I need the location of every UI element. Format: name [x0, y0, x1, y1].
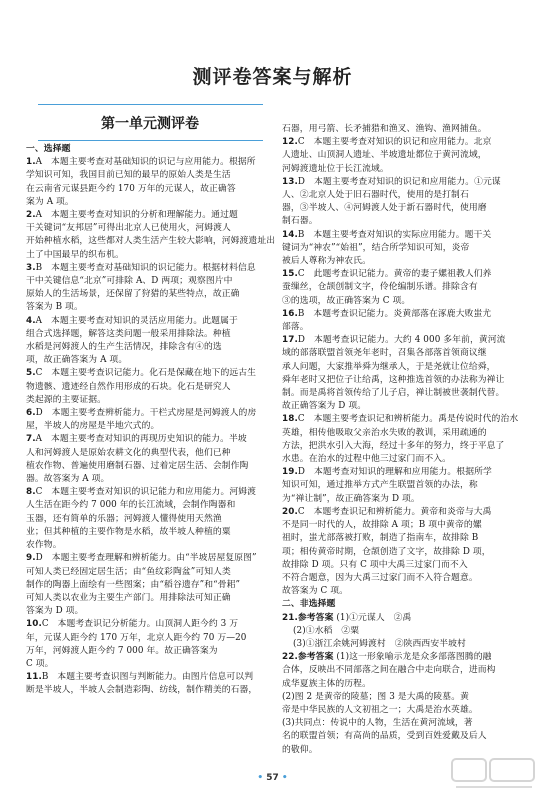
answer-line: 名的联盟首领；有高尚的品质，受到百姓爱戴及后人 — [282, 731, 487, 742]
answer-line: 器。故答案为 A 项。 — [26, 474, 110, 485]
answer-number: 1. — [26, 157, 36, 168]
answer-number: 18. — [282, 414, 298, 425]
answer-line: 键词为“神农”“始祖”，结合所学知识可知，炎帝 — [282, 242, 470, 253]
answer-line: 舜年老时又把位子让给禹，这种推选首领的办法称为禅让 — [282, 374, 505, 385]
left-answer-list — [26, 156, 276, 697]
answer-line: 断是半坡人，半坡人会制造彩陶、纺线，制作精美的石器， — [26, 685, 258, 696]
answer-line: B 本题主要考查对知识的实际应用能力。题干关 — [297, 229, 492, 240]
answer-line: 土了中国最早的织布机。 — [26, 249, 124, 260]
answer-line: 河姆渡遗址位于长江流域。 — [282, 163, 389, 174]
answer-item — [282, 308, 522, 334]
answer-number: 11. — [26, 672, 42, 683]
answer-item — [26, 367, 273, 407]
answer-line: C 项。 — [26, 658, 54, 669]
answer-line: 不是同一时代的人，故排除 A 项；B 项中黄帝的嫘 — [282, 520, 482, 531]
answer-line: C 本题主要考查对知识的识记能力和应用能力。河姆渡 — [35, 487, 257, 498]
answer-line: 制石器。 — [282, 216, 318, 227]
answer-item — [282, 413, 522, 466]
answer-line: 原始人的生活场景，还保留了狩猎的某些特点，故正确 — [26, 289, 240, 300]
answer-item — [26, 552, 273, 618]
answer-number: 2. — [26, 210, 36, 221]
answer-item — [26, 262, 273, 315]
watermark-logo — [448, 755, 538, 793]
answer-item — [26, 486, 273, 552]
answer-number: 21. — [282, 612, 298, 623]
answer-line: 被后人尊称为神农氏。 — [282, 256, 371, 267]
answer-line: 帝是中华民族的人文初祖之一；大禹是治水英雄。 — [282, 704, 478, 715]
answer-head: 参考答案 — [297, 612, 334, 623]
answer-line: 水患。在治水的过程中他三过家门而不入。 — [282, 454, 452, 465]
answer-line: 类起源的主要证据。 — [26, 394, 107, 405]
answer-number: 9. — [26, 553, 36, 564]
answer-line: 知识可知，通过推举方式产生联盟首领的办法，称 — [282, 480, 478, 491]
page-number-value: 57 — [266, 773, 279, 783]
title-rule-bottom — [38, 140, 263, 141]
answer-line: 开始种植水稻，这些都对人类生活产生较大影响，河姆渡遗址出 — [26, 236, 276, 247]
answer-item — [282, 229, 522, 269]
right-answer-list — [282, 123, 522, 598]
answer-item — [282, 268, 522, 308]
answer-line: D 本题考查对知识的理解和应用能力。根据所学 — [297, 467, 492, 478]
answer-item — [282, 136, 522, 176]
answer-item — [282, 176, 522, 229]
answer-line: 干关键词“友邦居”可得出北京人已使用火，河姆渡人 — [26, 223, 231, 234]
answer-line: 人和河姆渡人是原始农耕文化的典型代表，他们已种 — [26, 447, 231, 458]
answer-number: 22. — [282, 652, 298, 663]
section-heading-choice: 一、选择题 — [26, 144, 71, 154]
answer-line: (3)①浙江余姚河姆渡村 ②陕西西安半坡村 — [293, 638, 466, 649]
answer-item — [26, 209, 276, 262]
answer-line: C 此题考查识记能力。黄帝的妻子嫘祖教人们养 — [297, 269, 492, 280]
answer-line: 万年，河姆渡人距今约 7 000 年。故正确答案为 — [26, 645, 218, 656]
answer-line: (2)图 2 是黄帝的陵墓；图 3 是大禹的陵墓。黄 — [282, 691, 469, 702]
answer-line: 制作的陶器上面绘有一些图案；由“稻谷遗存”和“骨耜” — [26, 579, 241, 590]
answer-line: 英雄，相传他吸取父亲治水失败的教训，采用疏通的 — [282, 427, 487, 438]
answer-line: 玉器，还有简单的乐器；河姆渡人懂得使用天然渔 — [26, 513, 222, 524]
answer-line: 物遗骸、遗迹经自然作用形成的石块。化石是研究人 — [26, 381, 231, 392]
answer-line: (1)这一形象喻示龙是众多部落图腾的融 — [336, 652, 492, 663]
answer-line: 植农作物、普遍使用磨制石器、过着定居生活、会制作陶 — [26, 460, 249, 471]
answer-item — [26, 618, 273, 671]
answer-line: 水稻是河姆渡人的生产生活情况，排除含有④的选 — [26, 342, 222, 353]
answer-number: 16. — [282, 308, 298, 319]
section-heading-nonchoice: 二、非选择题 — [282, 599, 336, 610]
answer-line: 器，③半坡人、④河姆渡人处于新石器时代，使用磨 — [282, 203, 487, 214]
answer-item — [26, 433, 273, 486]
answer-line: (2)①水稻 ②粟 — [293, 625, 360, 636]
left-column — [26, 143, 276, 698]
answer-number: 7. — [26, 434, 36, 445]
answer-line: 年，元谋人距今约 170 万年，北京人距今约 70 万—20 — [26, 632, 247, 643]
answer-line: 成华夏族主体的历程。 — [282, 678, 371, 689]
answer-item — [26, 671, 273, 697]
answer-line: D 本题主要考查理解和辨析能力。由“半坡居屋复原图” — [35, 553, 257, 564]
page-title: 测评卷答案与解析 — [192, 66, 353, 88]
answer-line: 域的部落联盟首领尧年老时，召集各部落首领商议继 — [282, 348, 487, 359]
answer-item — [282, 334, 522, 413]
page-number: • 57 • — [257, 773, 288, 783]
answer-line: ③的选项，故正确答案为 C 项。 — [282, 295, 411, 306]
answer-line: 案为 A 项。 — [26, 196, 74, 207]
answer-line: 方法，把洪水引入大海，经过十多年的努力，终于平息了 — [282, 440, 505, 451]
answer-line: 合体，反映出不同部落之间在融合中走向联合，进而构 — [282, 665, 496, 676]
answer-line: 可知人类以农业为主要生产部门。用排除法可知正确 — [26, 592, 231, 603]
answer-line: B 本题主要考查对基础知识的识记能力。根据材料信息 — [35, 262, 256, 273]
answer-line: 承人问题，大家推举舜为继承人，于是尧就让位给舜， — [282, 361, 496, 372]
answer-line: 组合式选择题，解答这类问题一般采用排除法。种植 — [26, 328, 231, 339]
answer-line: 故排除 D 项。只有 C 项中大禹三过家门而不入 — [282, 559, 468, 570]
answer-line: 干中关键信息“北京”可排除 A、D 两项；观察图片中 — [26, 276, 233, 287]
answer-line: 的敬仰。 — [282, 744, 318, 755]
answer-line: 为“禅让制”，故正确答案为 D 项。 — [282, 493, 420, 504]
answer-line: 蚕缫丝，仓颉创制文字，伶伦编制乐谱。排除含有 — [282, 282, 478, 293]
answer-line: 部落。 — [282, 322, 309, 333]
answer-line: A 本题主要考查对知识的分析和理解能力。通过题 — [35, 210, 238, 221]
answer-number: 5. — [26, 368, 36, 379]
answer-item — [282, 123, 522, 136]
answer-item-21 — [282, 612, 522, 652]
answer-line: 农作物。 — [26, 540, 62, 551]
answer-line: C 本题考查识记和辨析能力。黄帝和炎帝与大禹 — [297, 506, 492, 517]
answer-line: 人生活在距今约 7 000 年的长江流域，会制作陶器和 — [26, 500, 236, 511]
answer-line: 屋，半坡人的房屋是半地穴式的。 — [26, 421, 160, 432]
answer-line: 答案为 B 项。 — [26, 302, 83, 313]
answer-line: C 本题主要考查对知识的识记和应用能力。北京 — [297, 137, 492, 148]
answer-number: 20. — [282, 506, 298, 517]
answer-line: 学知识可知，我国目前已知的最早的原始人类是生活 — [26, 170, 231, 181]
answer-item — [26, 156, 273, 209]
answer-line: C 本题考查识记分析能力。山顶洞人距今约 3 万 — [41, 619, 239, 630]
answer-line: 不符合题意，因为大禹三过家门而不入符合题意。 — [282, 572, 478, 583]
answer-number: 6. — [26, 408, 36, 419]
answer-line: D 本题主要考查对知识的识记和应用能力。①元谋 — [297, 176, 501, 187]
answer-line: 祖时，蚩尤部落被打败，制造了指南车，故排除 B — [282, 533, 479, 544]
answer-line: 石器，用弓箭、长矛捕猎和渔叉、渔钩、渔网捕鱼。 — [282, 124, 487, 134]
answer-number: 12. — [282, 137, 298, 148]
answer-number: 3. — [26, 262, 36, 273]
answer-line: (3)共同点：传说中的人物，生活在黄河流域，著 — [282, 718, 473, 729]
answer-line: 故正确答案为 D 项。 — [282, 401, 367, 412]
answer-line: B 本题主要考查识图与判断能力。由图片信息可以判 — [41, 672, 254, 683]
answer-number: 13. — [282, 176, 298, 187]
answer-item — [26, 407, 273, 433]
answer-line: D 本题主要考查辨析能力。干栏式房屋是河姆渡人的房 — [35, 408, 257, 419]
answer-item-22 — [282, 651, 522, 757]
answer-number: 17. — [282, 335, 298, 346]
answer-number: 4. — [26, 315, 36, 326]
answer-line: 人遗址、山顶洞人遗址、半坡遗址都位于黄河流域， — [282, 150, 487, 161]
answer-line: 人、②北京人处于旧石器时代，使用的是打制石 — [282, 190, 469, 201]
answer-line: B 本题考查识记能力。炎黄部落在涿鹿大败蚩尤 — [297, 308, 492, 319]
answer-number: 10. — [26, 619, 42, 630]
answer-line: 在云南省元谋县距今约 170 万年的元谋人，故正确答 — [26, 183, 236, 194]
answer-item — [26, 315, 273, 368]
answer-line: 答案为 D 项。 — [26, 606, 84, 617]
answer-line: 制。而是禹将首领传给了儿子启，禅让制被世袭制代替。 — [282, 388, 505, 399]
answer-line: A 本题主要考查对知识的灵活应用能力。此题属于 — [35, 315, 238, 326]
title-rule-top — [38, 104, 263, 105]
answer-line: 项，故正确答案为 A 项。 — [26, 355, 128, 366]
answer-line: A 本题主要考查对知识的再现历史知识的能力。半坡 — [35, 434, 247, 445]
unit-title: 第一单元测评卷 — [101, 116, 199, 132]
answer-line: A 本题主要考查对基础知识的识记与应用能力。根据所 — [35, 157, 256, 168]
answer-number: 8. — [26, 487, 36, 498]
answer-line: C 本题主要考查识记能力。化石是保藏在地下的远古生 — [35, 368, 257, 379]
answer-item — [282, 506, 522, 598]
answer-line: 故答案为 C 项。 — [282, 586, 349, 597]
answer-line: C 本题主要考查识记和辨析能力。禹是传说时代的治水 — [297, 414, 519, 425]
answer-line: 业；但其种植的主要作物是水稻，故半坡人种植的粟 — [26, 526, 231, 537]
answer-line: 可知人类已经固定居生活；由“鱼纹彩陶盆”可知人类 — [26, 566, 231, 577]
answer-head: 参考答案 — [297, 652, 334, 663]
answer-number: 14. — [282, 229, 298, 240]
answer-line: (1)①元谋人 ②禹 — [336, 612, 412, 623]
answer-number: 15. — [282, 269, 298, 280]
right-column — [282, 123, 522, 757]
answer-line: D 本题考查识记能力。大约 4 000 多年前，黄河流 — [297, 335, 506, 346]
answer-line: 项；相传黄帝时期，仓颉创造了文字，故排除 D 项， — [282, 546, 491, 557]
answer-number: 19. — [282, 467, 298, 478]
answer-item — [282, 466, 522, 506]
